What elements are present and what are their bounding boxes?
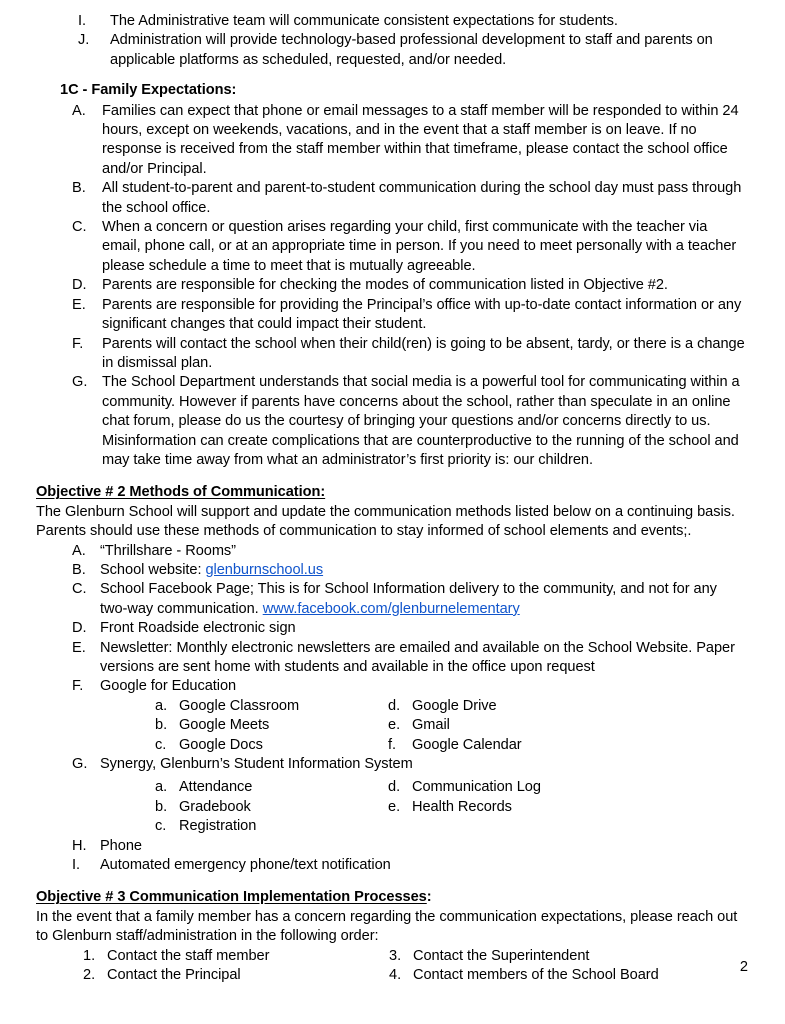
list-item <box>36 296 748 335</box>
list-marker: G. <box>72 756 88 773</box>
methods-of-communication-list <box>36 542 748 697</box>
list-marker: a. <box>155 779 168 796</box>
list-item <box>366 798 748 817</box>
list-item <box>36 677 748 696</box>
list-item-text <box>100 580 748 619</box>
list-item <box>36 716 366 735</box>
list-item <box>36 179 748 218</box>
list-marker: a. <box>155 697 168 714</box>
list-item-text: Google Meets <box>179 717 270 734</box>
objective-2-heading <box>36 483 748 502</box>
list-marker: 3. <box>389 947 402 964</box>
list-item <box>36 102 748 180</box>
list-item <box>36 947 389 966</box>
list-marker: 1. <box>83 947 96 964</box>
objective-3-intro: In the event that a family member has a concern regarding the communication expectations, please reach out to Glenburn staff/administration in the following order: <box>36 908 738 945</box>
list-item <box>389 947 748 966</box>
list-marker: B. <box>72 180 86 197</box>
list-item <box>36 31 748 70</box>
list-item-text: Families can expect that phone or email messages to a staff member will be responded to within 24 hours, except on weekends, vacations, and in the event that a staff member is on leave. If no response is received from the staff member within that timeframe, please contact the school office and/or Principal. <box>102 102 739 177</box>
list-marker: F. <box>72 678 84 695</box>
list-item <box>36 619 748 638</box>
list-item-text: “Thrillshare - Rooms” <box>100 542 236 559</box>
continued-list-top <box>36 12 748 70</box>
list-item <box>36 798 366 817</box>
list-item <box>36 817 366 836</box>
list-item-text: Contact the staff member <box>107 947 270 964</box>
objective-3-heading-text: Objective # 3 Communication Implementation Processes <box>36 889 427 906</box>
list-marker: C. <box>72 219 87 236</box>
list-marker: A. <box>72 542 86 559</box>
sublist-column-right <box>366 697 748 755</box>
list-item <box>36 276 748 295</box>
list-item-text: Contact the Superintendent <box>413 947 590 964</box>
list-item-text: All student-to-parent and parent-to-student communication during the school day must pass through the school office. <box>102 180 742 216</box>
list-item-text: When a concern or question arises regarding your child, first communicate with the teacher via email, phone call, or at an appropriate time in person. If you need to meet personally with a teacher please schedule a time to meet that is mutually agreeable. <box>102 219 737 274</box>
list-marker: I. <box>78 13 87 29</box>
list-marker: F. <box>72 335 84 352</box>
page-number: 2 <box>739 959 748 975</box>
list-item <box>366 697 748 716</box>
list-item <box>366 778 748 797</box>
objective-3-heading-tail: : <box>426 889 432 906</box>
facebook-page-link[interactable]: www.facebook.com/glenburnelementary <box>262 600 520 617</box>
list-item-text: The Administrative team will communicate consistent expectations for students. <box>110 13 618 29</box>
list-item-text: Google for Education <box>100 678 237 695</box>
list-marker: G. <box>72 374 88 391</box>
list-marker: b. <box>155 798 168 815</box>
synergy-list-entry <box>36 755 748 774</box>
list-item-text: Gmail <box>412 717 450 734</box>
list-item <box>36 837 748 856</box>
list-item <box>36 373 748 470</box>
list-marker: D. <box>72 620 87 637</box>
list-marker: e. <box>388 798 401 815</box>
list-item-text: Attendance <box>179 779 253 796</box>
list-marker: b. <box>155 717 168 734</box>
list-marker: E. <box>72 296 86 313</box>
list-item-text: Google Docs <box>179 736 263 753</box>
list-marker: 2. <box>83 967 96 984</box>
list-item <box>36 12 748 31</box>
list-marker: J. <box>78 32 90 49</box>
list-item <box>366 716 748 735</box>
objective-2-heading-text: Objective # 2 Methods of Communication: <box>36 484 326 501</box>
list-marker: c. <box>155 818 167 835</box>
list-item-text <box>100 561 748 580</box>
list-marker: A. <box>72 102 86 119</box>
list-item-text: Newsletter: Monthly electronic newsletters are emailed and available on the School Website. Paper versions are sent home with students and available in the office upon request <box>100 639 735 675</box>
steps-column-left <box>36 947 389 986</box>
school-website-link[interactable]: glenburnschool.us <box>205 561 324 578</box>
list-item-text: Registration <box>179 818 257 835</box>
list-item <box>36 778 366 797</box>
list-marker: H. <box>72 837 87 854</box>
list-item <box>36 218 748 276</box>
sublist-column-left <box>36 778 366 836</box>
list-item-text: Contact members of the School Board <box>413 967 659 984</box>
sublist-column-right <box>366 778 748 836</box>
list-item-text: Google Classroom <box>179 697 300 714</box>
family-expectations-list <box>36 102 748 471</box>
list-marker: d. <box>388 697 401 714</box>
list-item-text: Parents are responsible for providing the Principal’s office with up-to-date contact information or any significant changes that could impact their student. <box>102 296 742 333</box>
list-item <box>36 966 389 985</box>
list-item <box>36 335 748 374</box>
list-marker: C. <box>72 581 87 598</box>
list-marker: d. <box>388 779 401 796</box>
list-item-text: Parents will contact the school when their child(ren) is going to be absent, tardy, or there is a change in dismissal plan. <box>102 335 745 371</box>
list-item-text: Phone <box>100 837 142 854</box>
list-marker: f. <box>388 736 397 753</box>
list-item-text: Health Records <box>412 798 512 815</box>
list-item-text: Administration will provide technology-based professional development to staff and parents on applicable platforms as scheduled, requested, and/or needed. <box>110 32 713 68</box>
text-before-link: School website: <box>100 561 206 578</box>
sublist-column-left <box>36 697 366 755</box>
list-marker: e. <box>388 717 401 734</box>
list-item <box>36 736 366 755</box>
list-item-text: Google Calendar <box>412 736 522 753</box>
list-marker: E. <box>72 639 86 656</box>
list-marker: B. <box>72 561 86 578</box>
list-item <box>36 755 748 774</box>
objective-3-heading <box>36 888 748 907</box>
list-marker: D. <box>72 277 87 294</box>
list-item <box>36 561 748 580</box>
list-item <box>36 580 748 619</box>
list-item <box>389 966 748 985</box>
synergy-sublist <box>36 778 748 836</box>
list-item <box>36 856 748 875</box>
list-marker: 4. <box>389 967 402 984</box>
list-item-text: Communication Log <box>412 779 541 796</box>
methods-of-communication-list-tail <box>36 837 748 876</box>
list-item <box>366 736 748 755</box>
objective-2-intro: The Glenburn School will support and update the communication methods listed below on a continuing basis. Parents should use these methods of communication to stay informed of school elements and events;. <box>36 503 735 540</box>
list-item-text: Front Roadside electronic sign <box>100 620 296 637</box>
list-item-text: Parents are responsible for checking the modes of communication listed in Objective #2. <box>102 277 668 294</box>
list-marker: c. <box>155 736 167 753</box>
list-item-text: Google Drive <box>412 697 497 714</box>
list-item-text: Synergy, Glenburn’s Student Information System <box>100 756 413 773</box>
list-item-text: Contact the Principal <box>107 967 241 984</box>
text-before-link: School Facebook Page; This is for School Information delivery to the community, and not for any two-way communication. <box>100 581 717 617</box>
section-heading-1c: 1C - Family Expectations: <box>60 82 237 99</box>
list-item-text: Gradebook <box>179 798 251 815</box>
list-item <box>36 639 748 678</box>
list-item <box>36 697 366 716</box>
list-item-text: The School Department understands that social media is a powerful tool for communicating within a community. However if parents have concerns about the school, rather than speculate in an online chat forum, please do us the courtesy of bringing your questions and/or concerns directly to us. Misinformation can create complications that are counterproductive to the running of the school and may take time away from what an administrator’s first priority is: our children. <box>102 374 740 468</box>
steps-column-right <box>389 947 748 986</box>
list-marker: I. <box>72 857 81 874</box>
list-item <box>36 542 748 561</box>
google-for-education-sublist <box>36 697 748 755</box>
list-item-text: Automated emergency phone/text notification <box>100 857 391 874</box>
escalation-steps-list <box>36 947 748 986</box>
